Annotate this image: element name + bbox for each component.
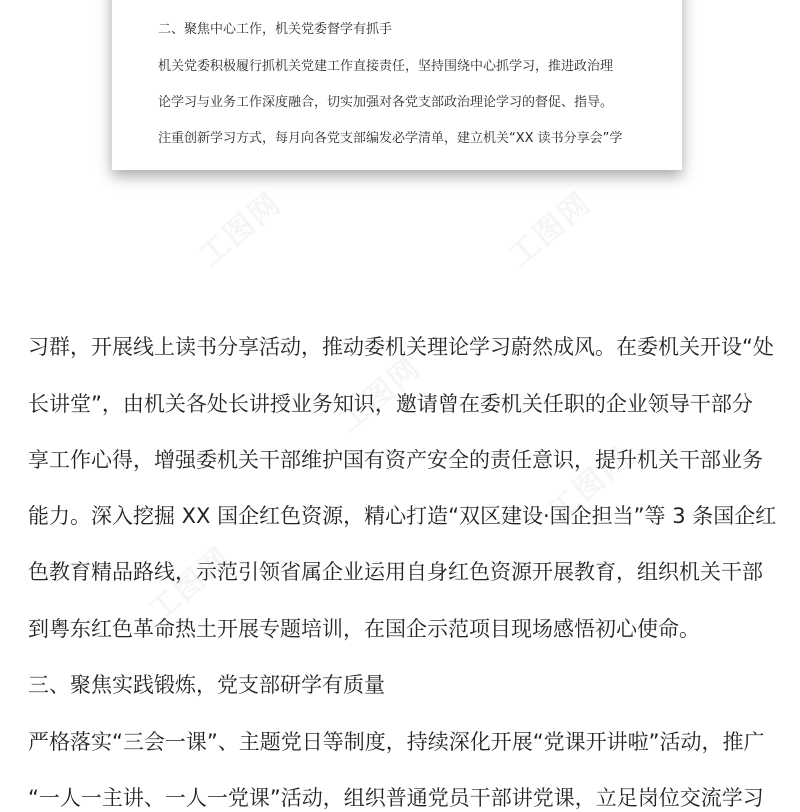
body-line: 享工作心得，增强委机关干部维护国有资产安全的责任意识，提升机关干部业务 xyxy=(28,448,763,472)
card-line xyxy=(158,0,314,2)
body-line: 能力。深入挖掘 XX 国企红色资源，精心打造“双区建设·国企担当”等 3 条国企红 xyxy=(28,504,777,528)
card-section-heading: 二、聚焦中心工作，机关党委督学有抓手 xyxy=(158,22,393,37)
document-preview-card xyxy=(112,0,682,170)
card-line: 机关党委积极履行抓机关党建工作直接责任，坚持围绕中心抓学习，推进政治理 xyxy=(158,59,614,74)
body-line: 长讲堂”，由机关各处长讲授业务知识，邀请曾在委机关任职的企业领导干部分 xyxy=(28,392,753,416)
watermark: 工图网 xyxy=(542,440,639,529)
body-line: 到粤东红色革命热土开展专题培训，在国企示范项目现场感悟初心使命。 xyxy=(28,617,700,641)
watermark: 工图网 xyxy=(502,185,599,274)
body-line: “一人一主讲、一人一党课”活动，组织普通党员干部讲党课，立足岗位交流学习 xyxy=(28,786,764,810)
card-line: 论学习与业务工作深度融合，切实加强对各党支部政治理论学习的督促、指导。 xyxy=(158,95,614,110)
watermark: 工图网 xyxy=(142,540,239,629)
card-line: 注重创新学习方式，每月向各党支部编发必学清单，建立机关“XX 读书分享会”学 xyxy=(158,131,623,146)
body-line: 色教育精品路线，示范引领省属企业运用自身红色资源开展教育，组织机关干部 xyxy=(28,560,763,584)
watermark: 工图网 xyxy=(332,350,429,439)
watermark: 工图网 xyxy=(192,185,289,274)
body-line: 习群，开展线上读书分享活动，推动委机关理论学习蔚然成风。在委机关开设“处 xyxy=(28,335,774,359)
section-heading: 三、聚焦实践锻炼，党支部研学有质量 xyxy=(28,673,385,697)
body-line: 严格落实“三会一课”、主题党日等制度，持续深化开展“党课开讲啦”活动，推广 xyxy=(28,730,765,754)
